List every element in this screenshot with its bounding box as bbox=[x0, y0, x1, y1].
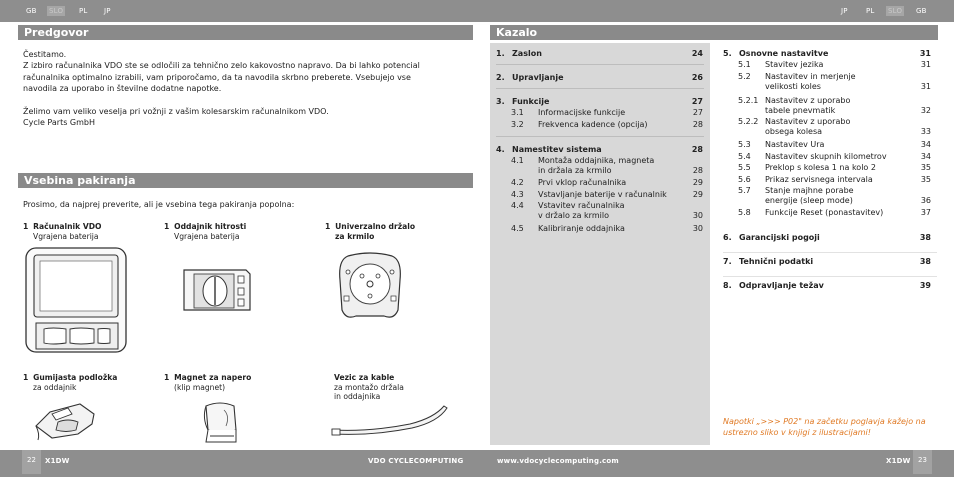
right-page-number: 23 bbox=[913, 450, 932, 474]
toc-entry-label: Funkcije bbox=[512, 97, 550, 106]
toc-entry-label: Vstavitev računalnika bbox=[538, 201, 625, 210]
toc-entry-number: 2. bbox=[496, 73, 505, 82]
toc-entry-label: Upravljanje bbox=[512, 73, 564, 82]
toc-entry-number: 7. bbox=[723, 257, 732, 266]
spoke-magnet-icon bbox=[196, 400, 246, 446]
toc-entry-label-continued: v držalo za krmilo bbox=[538, 211, 609, 221]
toc-entry[interactable] bbox=[723, 257, 931, 268]
package-item-mount bbox=[325, 222, 415, 241]
toc-entry-page: 27 bbox=[691, 97, 703, 106]
toc-entry-number: 4.2 bbox=[511, 178, 524, 187]
toc-entry-number: 3.2 bbox=[511, 120, 524, 129]
toc-entry-page: 32 bbox=[920, 106, 931, 116]
item-sub: za montažo držala bbox=[334, 382, 404, 392]
left-footer-brand: VDO CYCLECOMPUTING bbox=[368, 457, 464, 465]
package-item-rubber-pad bbox=[23, 373, 117, 392]
toc-entry-page: 35 bbox=[920, 175, 931, 184]
toc-entry[interactable] bbox=[496, 156, 703, 177]
item-name: Gumijasta podložka bbox=[33, 373, 118, 382]
toc-entry-number: 8. bbox=[723, 281, 732, 290]
toc-entry-label: Zaslon bbox=[512, 49, 542, 58]
toc-entry[interactable] bbox=[496, 97, 703, 108]
item-name: Vezic za kable bbox=[334, 373, 395, 382]
toc-entry-number: 4.3 bbox=[511, 190, 524, 199]
left-footer-model: X1DW bbox=[45, 457, 70, 465]
foreword-line: Želimo vam veliko veselja pri vožnji z vašim kolesarskim računalnikom VDO. bbox=[23, 106, 329, 116]
toc-entry[interactable] bbox=[496, 108, 703, 119]
toc-entry-page: 28 bbox=[691, 145, 703, 154]
toc-entry-label: Osnovne nastavitve bbox=[739, 49, 829, 58]
lang-pl-right: PL bbox=[866, 7, 875, 15]
right-footer-url: www.vdocyclecomputing.com bbox=[497, 457, 619, 465]
toc-entry[interactable] bbox=[496, 120, 703, 131]
toc-entry-label-continued: in držala za krmilo bbox=[538, 166, 612, 176]
toc-entry-label: Frekvenca kadence (opcija) bbox=[538, 120, 648, 129]
toc-entry-number: 1. bbox=[496, 49, 505, 58]
toc-entry-label-continued: velikosti koles bbox=[765, 82, 821, 92]
bike-computer-icon bbox=[22, 245, 132, 357]
toc-entry-label: Preklop s kolesa 1 na kolo 2 bbox=[765, 163, 876, 172]
toc-entry-label: Nastavitev Ura bbox=[765, 140, 825, 149]
lang-jp-right: JP bbox=[841, 7, 848, 15]
toc-separator bbox=[723, 252, 937, 253]
toc-entry[interactable] bbox=[723, 140, 931, 151]
item-qty: 1 bbox=[164, 373, 170, 382]
toc-entry-page: 33 bbox=[920, 127, 931, 137]
package-item-transmitter bbox=[164, 222, 246, 241]
toc-entry-page: 31 bbox=[920, 82, 931, 92]
toc-entry[interactable] bbox=[723, 117, 931, 138]
package-item-cable-ties bbox=[334, 373, 404, 402]
toc-separator bbox=[496, 64, 704, 65]
lang-slo-left: SLO bbox=[49, 7, 64, 15]
foreword-line: Cycle Parts GmbH bbox=[23, 118, 95, 128]
package-item-computer bbox=[23, 222, 101, 241]
toc-entry-page: 34 bbox=[920, 140, 931, 149]
toc-entry-number: 5.2.1 bbox=[738, 96, 759, 105]
toc-entry-label-continued: energije (sleep mode) bbox=[765, 196, 853, 206]
foreword-line: Čestitamo. bbox=[23, 50, 67, 59]
item-name: Oddajnik hitrosti bbox=[174, 222, 247, 231]
toc-entry-label: Informacijske funkcije bbox=[538, 108, 626, 117]
toc-entry-label: Nastavitev in merjenje bbox=[765, 72, 856, 81]
lang-jp-left: JP bbox=[104, 7, 111, 15]
toc-entry-label-continued: obsega kolesa bbox=[765, 127, 823, 137]
item-sub: za oddajnik bbox=[33, 382, 77, 392]
toc-entry-label: Vstavljanje baterije v računalnik bbox=[538, 190, 667, 199]
item-name: Magnet za napero bbox=[174, 373, 252, 382]
toc-entry[interactable] bbox=[496, 178, 703, 189]
package-title: Vsebina pakiranja bbox=[18, 173, 473, 188]
lang-gb-left: GB bbox=[26, 7, 37, 15]
toc-entry-page: 36 bbox=[920, 196, 931, 206]
rubber-pad-icon bbox=[32, 400, 98, 442]
toc-entry-label: Nastavitev z uporabo bbox=[765, 96, 851, 105]
toc-entry[interactable] bbox=[723, 233, 931, 244]
toc-entry-label: Nastavitev z uporabo bbox=[765, 117, 851, 126]
toc-entry-number: 5.3 bbox=[738, 140, 751, 149]
toc-entry-label: Montaža oddajnika, magneta bbox=[538, 156, 655, 165]
item-name: Univerzalno držalo bbox=[335, 222, 416, 231]
toc-entry-page: 28 bbox=[692, 166, 703, 176]
toc-entry[interactable] bbox=[496, 224, 703, 235]
item-qty: 1 bbox=[23, 222, 29, 231]
toc-entry-number: 5.6 bbox=[738, 175, 751, 184]
toc-entry-page: 27 bbox=[692, 108, 703, 117]
toc-entry[interactable] bbox=[723, 72, 931, 93]
foreword-text bbox=[23, 49, 478, 128]
toc-separator bbox=[723, 276, 937, 277]
toc-entry-page: 28 bbox=[692, 120, 703, 129]
item-sub: Vgrajena baterija bbox=[174, 231, 240, 241]
toc-entry[interactable] bbox=[723, 281, 931, 292]
toc-entry-label: Stanje majhne porabe bbox=[765, 186, 854, 195]
item-sub: (klip magnet) bbox=[174, 382, 226, 392]
item-qty: 1 bbox=[164, 222, 170, 231]
toc-entry-label: Kalibriranje oddajnika bbox=[538, 224, 625, 233]
item-sub: za krmilo bbox=[335, 231, 375, 241]
toc-entry-label: Prvi vklop računalnika bbox=[538, 178, 627, 187]
item-sub: Vgrajena baterija bbox=[33, 231, 99, 241]
toc-entry-page: 38 bbox=[919, 233, 931, 242]
toc-entry-label: Odpravljanje težav bbox=[739, 281, 824, 290]
toc-entry-number: 5.2.2 bbox=[738, 117, 759, 126]
foreword-line: računalnika optimalno izrabili, vam priporočamo, da ta navodila skrbno preberete. Vsebujejo vse bbox=[23, 72, 411, 82]
toc-entry[interactable] bbox=[723, 175, 931, 186]
toc-entry[interactable] bbox=[723, 208, 931, 219]
contents-title: Kazalo bbox=[490, 25, 938, 40]
package-item-magnet bbox=[164, 373, 251, 392]
toc-entry[interactable] bbox=[496, 201, 703, 222]
item-name: Računalnik VDO bbox=[33, 222, 102, 231]
toc-entry-page: 37 bbox=[920, 208, 931, 217]
foreword-line: Z izbiro računalnika VDO ste se odločili za tehnično zelo kakovostno napravo. Da bi lahko potencial bbox=[23, 61, 420, 71]
toc-entry-page: 31 bbox=[920, 60, 931, 69]
toc-entry-number: 5.2 bbox=[738, 72, 751, 81]
toc-entry-number: 4. bbox=[496, 145, 505, 154]
lang-pl-left: PL bbox=[79, 7, 88, 15]
toc-entry-number: 3.1 bbox=[511, 108, 524, 117]
toc-entry[interactable] bbox=[723, 96, 931, 117]
toc-entry-page: 26 bbox=[691, 73, 703, 82]
toc-entry-label: Funkcije Reset (ponastavitev) bbox=[765, 208, 884, 217]
toc-entry-page: 34 bbox=[920, 152, 931, 161]
toc-entry-label: Tehnični podatki bbox=[739, 257, 814, 266]
cable-tie-icon bbox=[330, 402, 450, 442]
toc-entry[interactable] bbox=[723, 60, 931, 71]
toc-entry-label-continued: tabele pnevmatik bbox=[765, 106, 836, 116]
toc-entry-page: 29 bbox=[692, 190, 703, 199]
speed-transmitter-icon bbox=[178, 262, 256, 318]
toc-entry-label: Nastavitev skupnih kilometrov bbox=[765, 152, 887, 161]
toc-entry[interactable] bbox=[496, 145, 703, 156]
toc-entry-page: 24 bbox=[691, 49, 703, 58]
toc-separator bbox=[496, 88, 704, 89]
lang-gb-right: GB bbox=[916, 7, 927, 15]
toc-entry[interactable] bbox=[723, 49, 931, 60]
foreword-line: navodila za uporabo in številne dodatne napotke. bbox=[23, 84, 222, 94]
handlebar-mount-icon bbox=[334, 250, 406, 322]
item-qty: 1 bbox=[23, 373, 29, 382]
toc-entry-label: Prikaz servisnega intervala bbox=[765, 175, 873, 184]
toc-entry-number: 5.7 bbox=[738, 186, 751, 195]
illustration-note: Napotki „>>> P02" na začetku poglavja kažejo na ustrezno sliko v knjigi z ilustracijami! bbox=[723, 417, 926, 437]
toc-entry-number: 4.4 bbox=[511, 201, 524, 210]
toc-entry-number: 5.1 bbox=[738, 60, 751, 69]
toc-entry[interactable] bbox=[723, 163, 931, 174]
toc-entry[interactable] bbox=[496, 49, 703, 60]
toc-entry-number: 6. bbox=[723, 233, 732, 242]
toc-entry-label: Garancijski pogoji bbox=[739, 233, 820, 242]
toc-entry-number: 4.5 bbox=[511, 224, 524, 233]
footer-bar bbox=[0, 450, 954, 477]
foreword-title: Predgovor bbox=[18, 25, 473, 40]
package-intro: Prosimo, da najprej preverite, ali je vsebina tega pakiranja popolna: bbox=[23, 200, 295, 209]
toc-entry-page: 30 bbox=[692, 211, 703, 221]
toc-entry-label: Namestitev sistema bbox=[512, 145, 602, 154]
toc-separator bbox=[496, 136, 704, 137]
toc-entry-number: 5.8 bbox=[738, 208, 751, 217]
right-footer-model: X1DW bbox=[886, 457, 911, 465]
toc-entry[interactable] bbox=[723, 186, 931, 207]
toc-entry-page: 39 bbox=[919, 281, 931, 290]
toc-entry-page: 38 bbox=[919, 257, 931, 266]
toc-entry-page: 35 bbox=[920, 163, 931, 172]
toc-entry-page: 30 bbox=[692, 224, 703, 233]
toc-entry-page: 31 bbox=[919, 49, 931, 58]
toc-entry-number: 4.1 bbox=[511, 156, 524, 165]
toc-entry-label: Stavitev jezika bbox=[765, 60, 824, 69]
toc-entry-number: 5. bbox=[723, 49, 732, 58]
toc-entry-number: 3. bbox=[496, 97, 505, 106]
foreword-spacer bbox=[23, 95, 478, 106]
toc-entry-page: 29 bbox=[692, 178, 703, 187]
toc-entry[interactable] bbox=[496, 190, 703, 201]
toc-entry[interactable] bbox=[496, 73, 703, 84]
item-sub: in oddajnika bbox=[334, 392, 381, 402]
lang-slo-right: SLO bbox=[888, 7, 903, 15]
toc-entry-number: 5.4 bbox=[738, 152, 751, 161]
left-page-number: 22 bbox=[22, 450, 41, 474]
toc-entry-number: 5.5 bbox=[738, 163, 751, 172]
top-language-bar bbox=[0, 0, 954, 22]
item-qty: 1 bbox=[325, 222, 331, 231]
toc-entry[interactable] bbox=[723, 152, 931, 163]
